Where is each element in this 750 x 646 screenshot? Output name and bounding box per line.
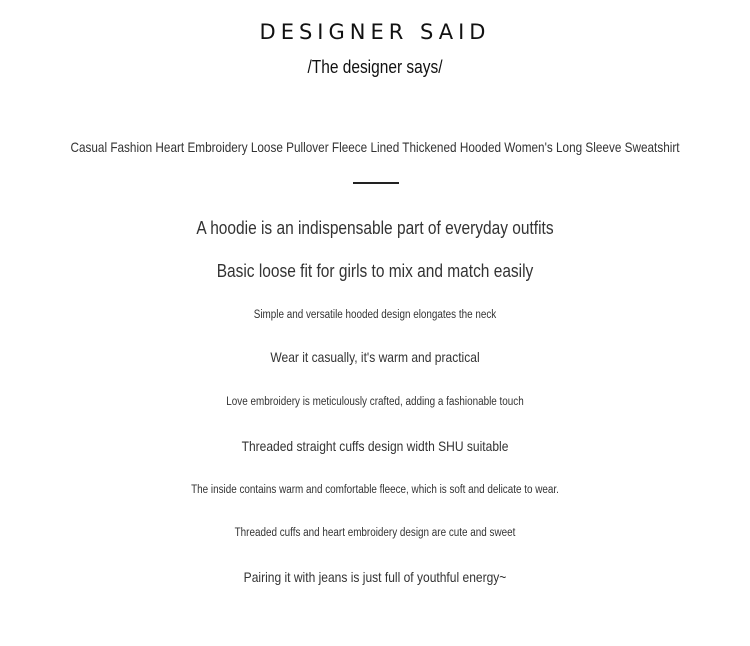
description-line: Threaded cuffs and heart embroidery design are cute and sweet [234, 527, 516, 539]
description-line: The inside contains warm and comfortable fleece, which is soft and delicate to wear. [191, 484, 559, 496]
divider [353, 182, 399, 184]
section-title: DESIGNER SAID [259, 20, 491, 44]
description-line: Threaded straight cuffs design width SHU suitable [241, 438, 509, 454]
description-line: A hoodie is an indispensable part of everyday outfits [196, 218, 554, 238]
description-line: Love embroidery is meticulously crafted, adding a fashionable touch [226, 396, 524, 408]
description-line: Simple and versatile hooded design elongates the neck [253, 309, 497, 321]
description-line: Wear it casually, it's warm and practical [270, 349, 480, 365]
description-line: Basic loose fit for girls to mix and match easily [216, 261, 534, 281]
description-line: Pairing it with jeans is just full of youthful energy~ [243, 569, 507, 585]
section-subtitle: /The designer says/ [307, 57, 443, 77]
product-name: Casual Fashion Heart Embroidery Loose Pullover Fleece Lined Thickened Hooded Women's Long Sleeve Sweatshirt [70, 139, 680, 155]
